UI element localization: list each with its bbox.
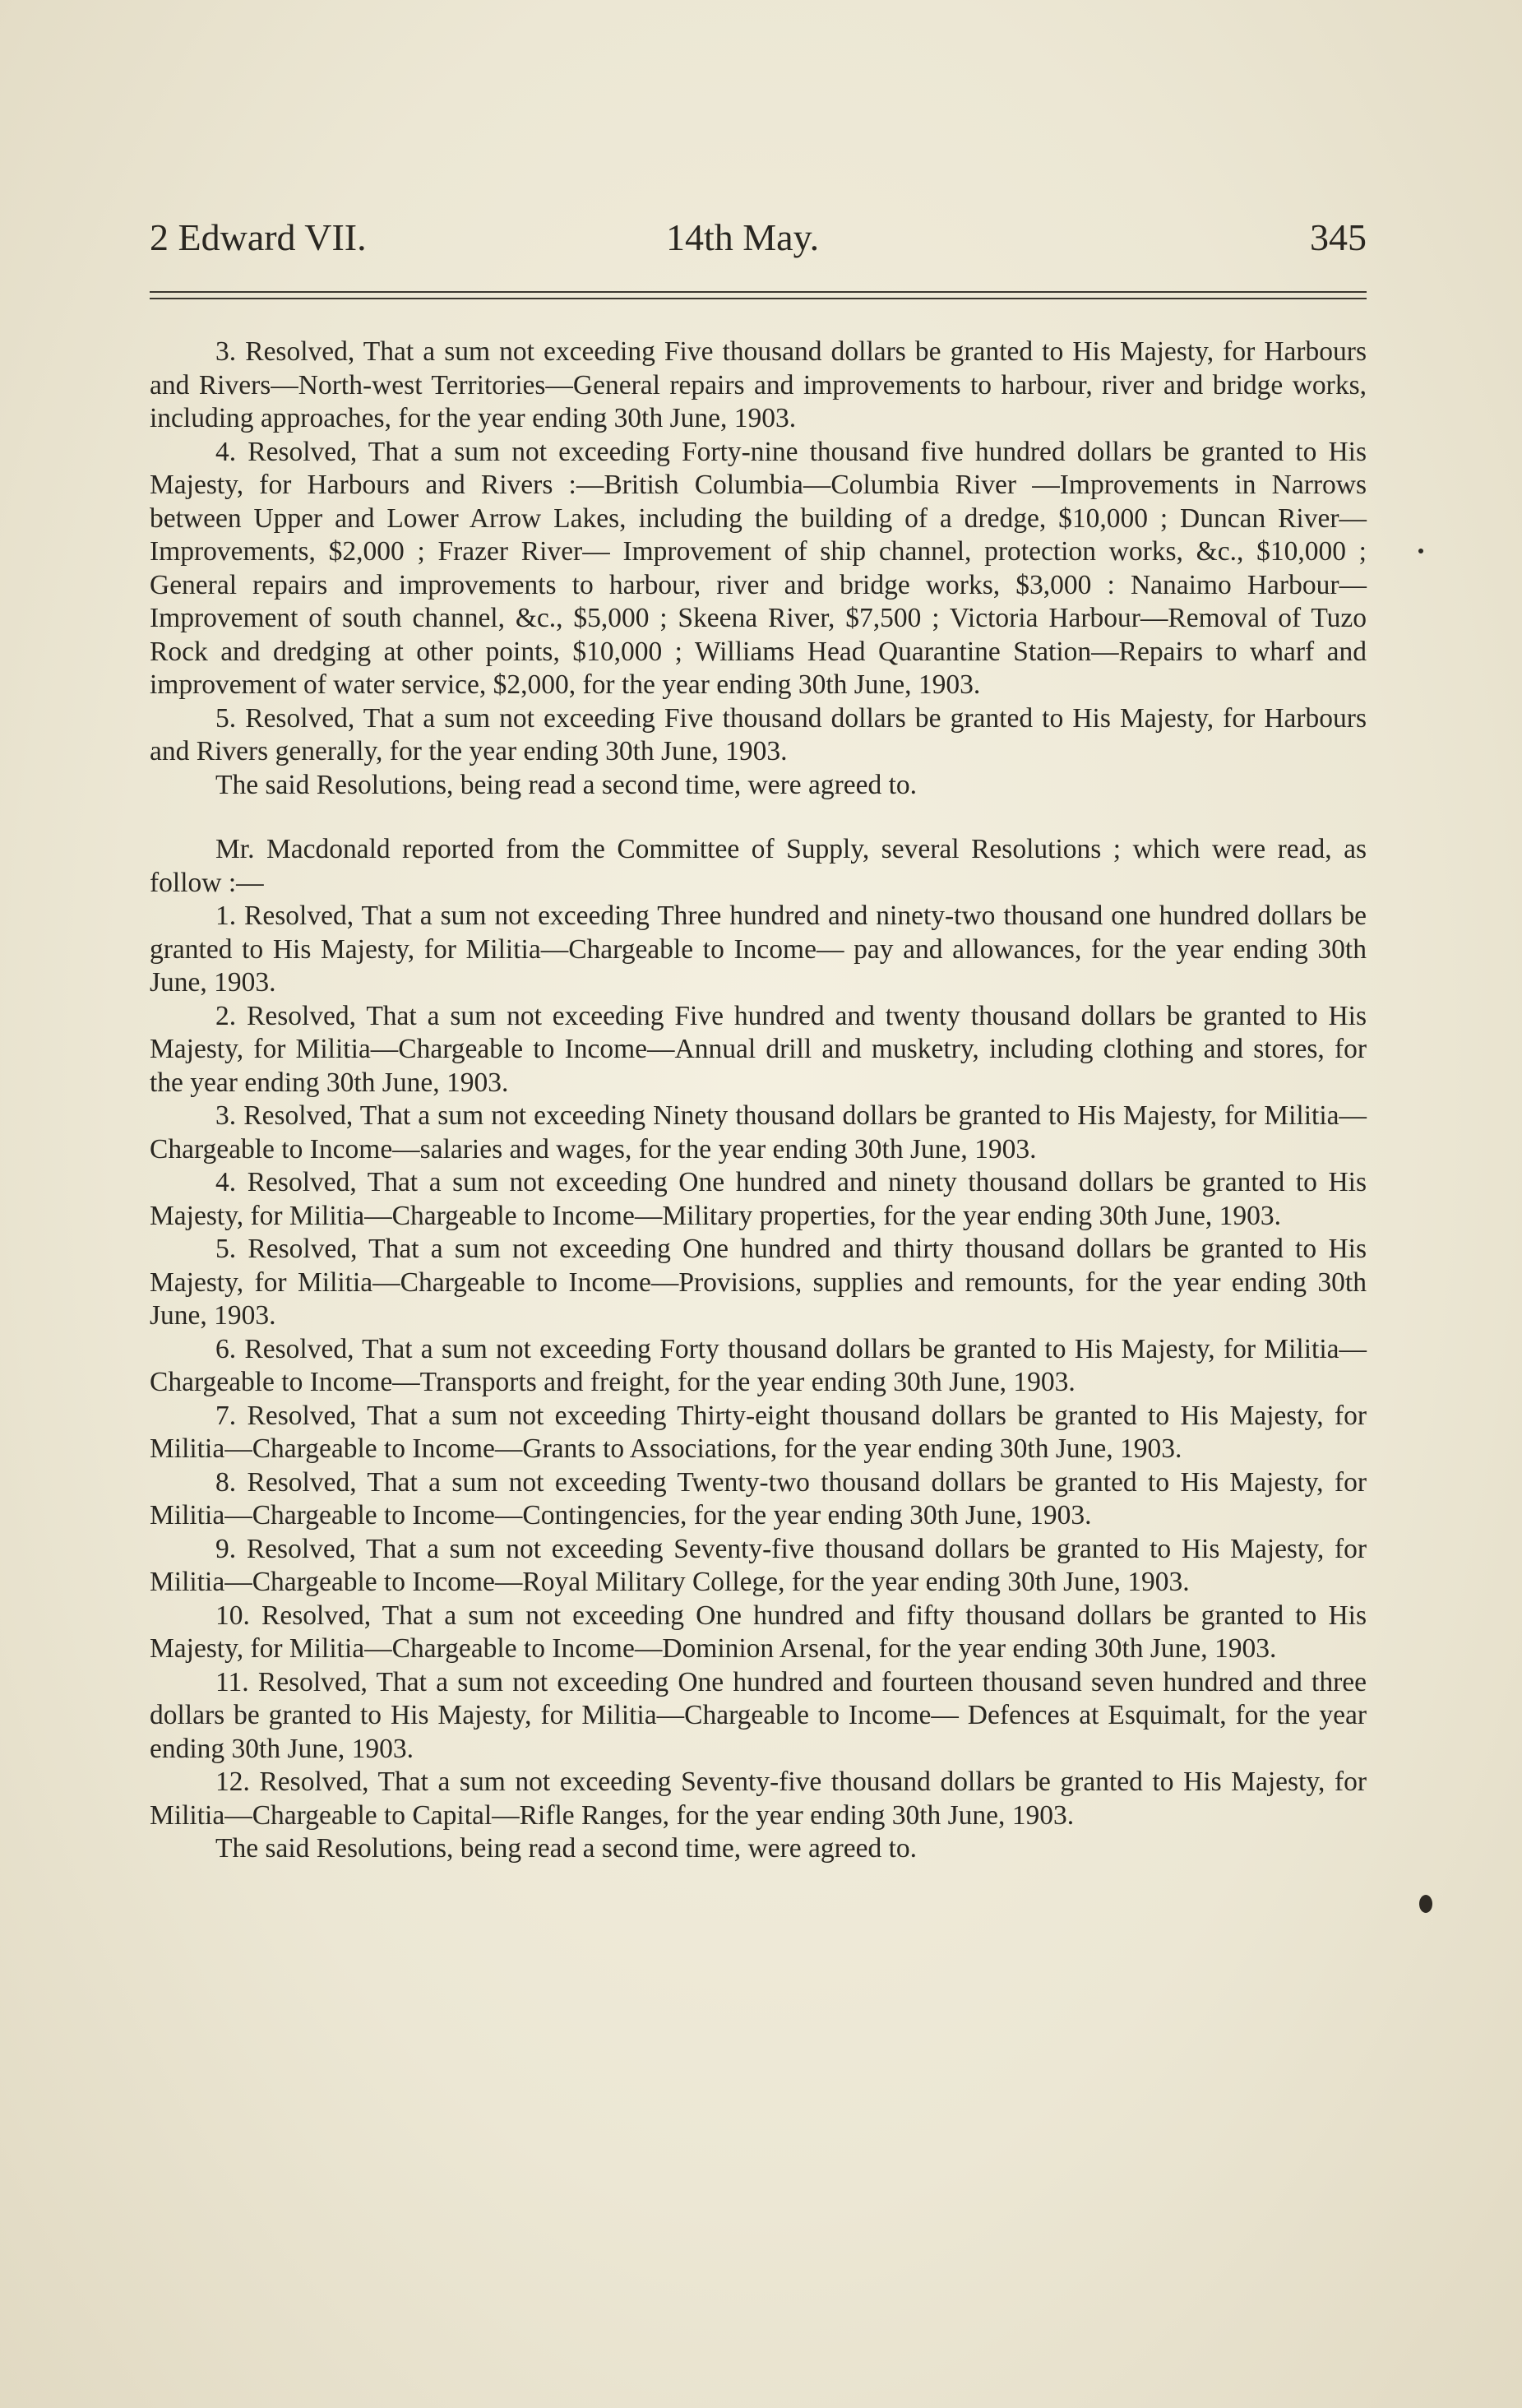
resolution-paragraph: 11. Resolved, That a sum not exceeding One hundred and fourteen thousand seven hundred and three dollars be granted to His Majesty, for Militia—Chargeable to Income— Defences at Esquimalt, for the year ending 30th June, 1903. [150,1666,1367,1764]
header-regnal-year: 2 Edward VII. [150,216,367,258]
ink-blot [1419,1895,1432,1913]
ink-speck [1418,549,1423,553]
header-date: 14th May. [666,216,820,258]
report-paragraph: Mr. Macdonald reported from the Committee of Supply, several Resolutions ; which were read, as follow :— [150,834,1367,898]
page-number: 345 [1310,216,1367,258]
header-rule-top [150,291,1367,293]
resolution-paragraph: 10. Resolved, That a sum not exceeding One hundred and fifty thousand dollars be granted to His Majesty, for Militia—Chargeable to Income—Dominion Arsenal, for the year ending 30th June, 1903. [150,1600,1367,1664]
resolution-paragraph: 3. Resolved, That a sum not exceeding Ninety thousand dollars be granted to His Majesty, for Militia—Chargeable to Income—salaries and wages, for the year ending 30th June, 1903. [150,1100,1367,1165]
resolution-paragraph: 5. Resolved, That a sum not exceeding Five thousand dollars be granted to His Majesty, for Harbours and Rivers generally, for the year ending 30th June, 1903. [150,702,1367,766]
resolution-paragraph: 2. Resolved, That a sum not exceeding Five hundred and twenty thousand dollars be granted to His Majesty, for Militia—Chargeable to Income—Annual drill and musketry, including clothing and stores, for the year ending 30th June, 1903. [150,1000,1367,1098]
resolution-paragraph: 9. Resolved, That a sum not exceeding Seventy-five thousand dollars be granted to His Majesty, for Militia—Chargeable to Income—Royal Military College, for the year ending 30th June, 1903. [150,1533,1367,1597]
resolution-paragraph: 7. Resolved, That a sum not exceeding Thirty-eight thousand dollars be granted to His Majesty, for Militia—Chargeable to Income—Grants to Associations, for the year ending 30th June, 1903. [150,1400,1367,1464]
agreement-paragraph: The said Resolutions, being read a second time, were agreed to. [215,769,918,800]
resolution-paragraph: 6. Resolved, That a sum not exceeding Forty thousand dollars be granted to His Majesty, for Militia—Chargeable to Income—Transports and freight, for the year ending 30th June, 1903. [150,1333,1367,1397]
header-rule-bottom [150,298,1367,299]
resolution-paragraph: 8. Resolved, That a sum not exceeding Twenty-two thousand dollars be granted to His Majesty, for Militia—Chargeable to Income—Contingencies, for the year ending 30th June, 1903. [150,1466,1367,1530]
running-header [150,215,1367,273]
document-body [150,336,1367,1866]
resolution-paragraph: 5. Resolved, That a sum not exceeding One hundred and thirty thousand dollars be granted to His Majesty, for Militia—Chargeable to Income—Provisions, supplies and remounts, for the year ending 30th June, 1903. [150,1234,1367,1331]
resolution-paragraph: 1. Resolved, That a sum not exceeding Three hundred and ninety-two thousand one hundred dollars be granted to His Majesty, for Militia—Chargeable to Income— pay and allowances, for the year ending 30th June, 1903. [150,901,1367,998]
resolution-paragraph: 4. Resolved, That a sum not exceeding Forty-nine thousand five hundred dollars be granted to His Majesty, for Harbours and Rivers :—British Columbia—Columbia River —Improvements in Narrows between Upper and Lower Arrow Lakes, including the building of a dredge, $10,000 ; Duncan River—Improvements, $2,000 ; Frazer River— Improvement of ship channel, protection works, &c., $10,000 ; General repairs and improvements to harbour, river and bridge works, $3,000 : Nanaimo Harbour—Improvement of south channel, &c., $5,000 ; Skeena River, $7,500 ; Victoria Harbour—Removal of Tuzo Rock and dredging at other points, $10,000 ; Williams Head Quarantine Station—Repairs to wharf and improvement of water service, $2,000, for the year ending 30th June, 1903. [150,436,1367,700]
resolution-paragraph: 12. Resolved, That a sum not exceeding Seventy-five thousand dollars be granted to His Majesty, for Militia—Chargeable to Capital—Rifle Ranges, for the year ending 30th June, 1903. [150,1767,1367,1831]
agreement-paragraph: The said Resolutions, being read a second time, were agreed to. [215,1833,918,1864]
resolution-paragraph: 3. Resolved, That a sum not exceeding Five thousand dollars be granted to His Majesty, for Harbours and Rivers—North-west Territories—General repairs and improvements to harbour, river and bridge works, including approaches, for the year ending 30th June, 1903. [150,336,1367,433]
resolution-paragraph: 4. Resolved, That a sum not exceeding One hundred and ninety thousand dollars be granted to His Majesty, for Militia—Chargeable to Income—Military properties, for the year ending 30th June, 1903. [150,1167,1367,1231]
